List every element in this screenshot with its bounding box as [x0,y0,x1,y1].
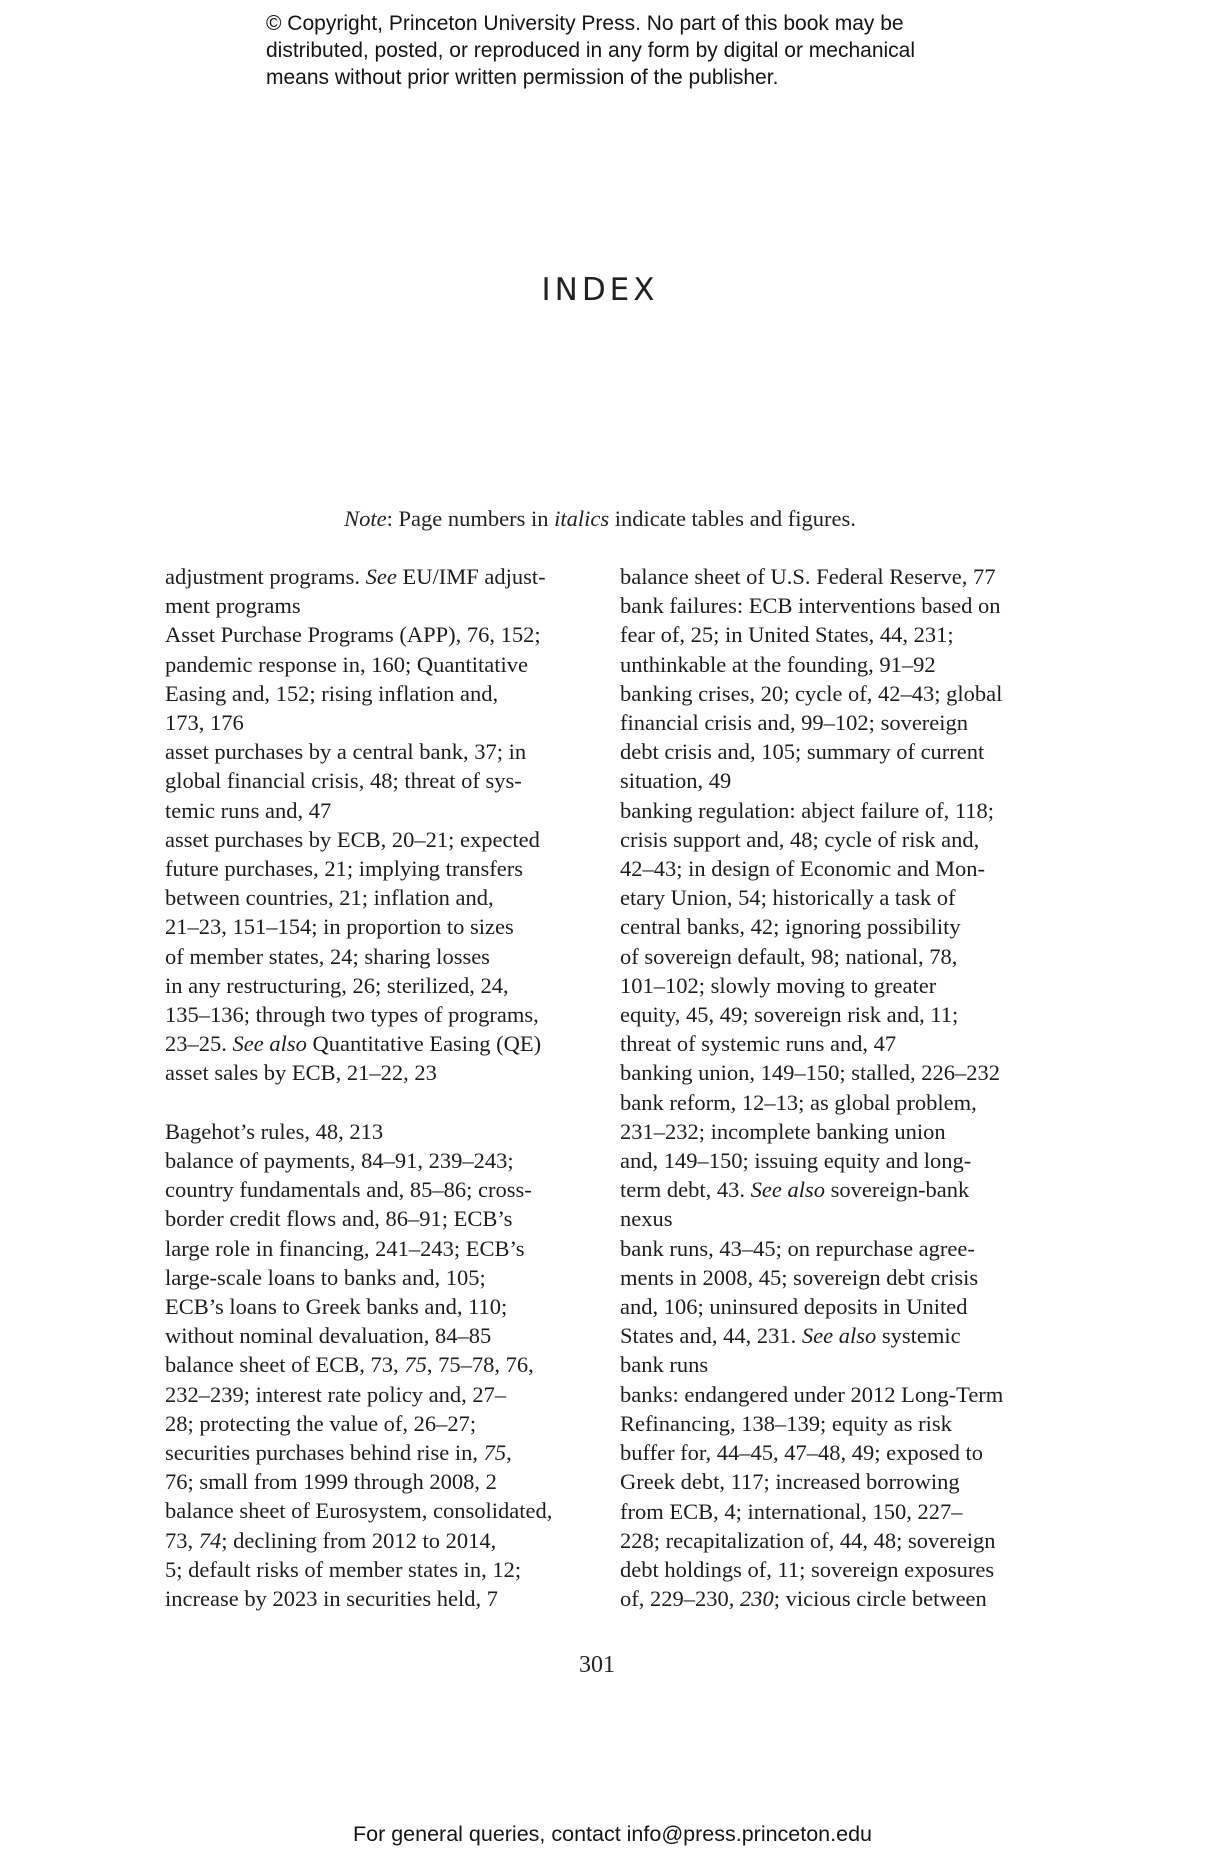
index-entry-line [620,883,1060,912]
index-text: equity, 45, 49; sovereign risk and, 11; [620,1002,959,1028]
index-entry-line [165,1263,605,1292]
index-entry-line [620,1526,1060,1555]
index-text: bank reform, 12–13; as global problem, [620,1089,977,1115]
index-entry [165,562,605,620]
index-text: , 75–78, 76, [426,1352,534,1378]
index-text: sovereign-bank [824,1177,970,1203]
index-text: bank runs [620,1352,709,1378]
index-text: 28; protecting the value of, 26–27; [165,1410,477,1436]
index-text: balance sheet of U.S. Federal Reserve, 77 [620,564,996,589]
index-text: banking regulation: abject failure of, 118; [620,797,995,823]
index-entry-line [165,1496,605,1525]
index-text: Quantitative Easing (QE) [306,1031,542,1057]
index-entry-line [620,650,1060,679]
index-text: Easing and, 152; rising inflation and, [165,680,499,706]
index-entry-line [165,1584,605,1613]
index-text: 101–102; slowly moving to greater [620,972,937,998]
index-entry-line [620,766,1060,795]
index-text: , [506,1440,512,1466]
index-text: balance sheet of Eurosystem, consolidated, [165,1498,553,1524]
index-text: ment programs [165,593,301,619]
index-entry [620,796,1060,1059]
index-text: banking crises, 20; cycle of, 42–43; global [620,680,1003,706]
index-text: 135–136; through two types of programs, [165,1002,539,1028]
index-text: 76; small from 1999 through 2008, 2 [165,1469,497,1495]
index-entry-line [165,562,605,591]
index-entry [165,1350,605,1496]
index-entry-line [620,1000,1060,1029]
index-text: ; vicious circle between [773,1586,987,1612]
index-italic-text: 75 [483,1440,507,1466]
page-number: 301 [579,1652,615,1678]
index-entry-line [620,1555,1060,1584]
index-text: increase by 2023 in securities held, 7 [165,1586,499,1612]
index-text: large-scale loans to banks and, 105; [165,1264,486,1290]
index-text: Greek debt, 117; increased borrowing [620,1469,960,1495]
index-text: and, 149–150; issuing equity and long- [620,1148,972,1174]
index-text: Bagehot’s rules, 48, 213 [165,1118,384,1144]
index-text: debt crisis and, 105; summary of current [620,739,985,765]
index-text: crisis support and, 48; cycle of risk and, [620,826,980,852]
index-entry-line [165,971,605,1000]
note-text: indicate tables and figures. [609,506,856,531]
index-text: securities purchases behind rise in, [165,1440,484,1466]
index-entry-line [165,1175,605,1204]
index-text: nexus [620,1206,673,1232]
index-entry-line [165,591,605,620]
index-note [0,506,1200,532]
index-text: balance of payments, 84–91, 239–243; [165,1148,514,1174]
index-entry-line [165,1555,605,1584]
index-entry-line [620,1204,1060,1233]
index-entry-line [620,620,1060,649]
index-entry-line [620,1584,1060,1613]
index-text: large role in financing, 241–243; ECB’s [165,1235,525,1261]
index-entry [165,1058,605,1087]
index-entry-line [165,1321,605,1350]
copyright-line: distributed, posted, or reproduced in any form by digital or mechanical [266,39,916,62]
index-entry-line [620,708,1060,737]
index-text: 232–239; interest rate policy and, 27– [165,1381,507,1407]
index-entry-line [620,1234,1060,1263]
index-entry-line [165,1000,605,1029]
index-entry-line [620,562,1060,591]
index-entry-line [165,1467,605,1496]
index-text: buffer for, 44–45, 47–48, 49; exposed to [620,1440,983,1466]
index-text: financial crisis and, 99–102; sovereign [620,710,969,736]
index-entry-line [165,1409,605,1438]
index-entry-line [165,1234,605,1263]
index-text: border credit flows and, 86–91; ECB’s [165,1206,513,1232]
index-entry-line [620,1088,1060,1117]
index-entry-line [620,1380,1060,1409]
index-text: bank runs, 43–45; on repurchase agree- [620,1235,975,1261]
index-entry [620,679,1060,796]
index-entry [165,1496,605,1613]
index-text: between countries, 21; inflation and, [165,885,494,911]
index-text: in any restructuring, 26; sterilized, 24, [165,972,509,998]
index-entry-line [620,796,1060,825]
index-italic-text: 230 [740,1586,774,1612]
index-entry-line [165,737,605,766]
copyright-line: © Copyright, Princeton University Press. No part of this book may be [266,12,904,35]
index-entry [165,1146,605,1350]
index-text: pandemic response in, 160; Quantitative [165,651,529,677]
index-entry-line [620,854,1060,883]
index-entry-line [620,1467,1060,1496]
footer-contact: For general queries, contact info@press.princeton.edu [352,1822,872,1846]
page-title: INDEX [541,271,659,308]
index-entry-line [620,942,1060,971]
index-text: of sovereign default, 98; national, 78, [620,943,958,969]
index-text: asset purchases by ECB, 20–21; expected [165,826,540,852]
index-entry-line [165,679,605,708]
index-entry-line [165,942,605,971]
index-text: 231–232; incomplete banking union [620,1118,946,1144]
index-text: adjustment programs. [165,564,366,589]
index-text: States and, 44, 231. [620,1323,802,1349]
index-text: from ECB, 4; international, 150, 227– [620,1498,963,1524]
index-entry-line [165,1029,605,1058]
index-text: banking union, 149–150; stalled, 226–232 [620,1060,1000,1086]
index-entry-line [165,1526,605,1555]
index-entry-line [165,1204,605,1233]
index-entry-line [620,1497,1060,1526]
index-text: temic runs and, 47 [165,797,332,823]
index-text: EU/IMF adjust- [396,564,546,589]
index-entry [620,591,1060,679]
index-text: central banks, 42; ignoring possibility [620,914,961,940]
index-entry-line [620,737,1060,766]
index-entry-line [165,1350,605,1379]
index-entry-line [620,1058,1060,1087]
index-entry-line [165,620,605,649]
note-label: Note [344,506,387,531]
index-text: etary Union, 54; historically a task of [620,885,956,911]
index-text: 23–25. [165,1031,233,1057]
index-text: ments in 2008, 45; sovereign debt crisis [620,1264,979,1290]
index-entry [165,1117,605,1146]
index-italic-text: 75 [404,1352,427,1378]
index-entry-line [165,1380,605,1409]
index-entry [620,1088,1060,1234]
index-entry-line [620,1321,1060,1350]
index-entry-line [620,1175,1060,1204]
index-text: asset sales by ECB, 21–22, 23 [165,1060,437,1086]
index-entry-line [165,708,605,737]
index-entry-line [165,766,605,795]
index-entry [620,562,1060,591]
index-entry-line [165,1117,605,1146]
index-text: fear of, 25; in United States, 44, 231; [620,622,954,648]
index-column-left [165,562,605,1613]
index-text: situation, 49 [620,768,732,794]
index-entry-line [620,1263,1060,1292]
index-entry-line [165,1438,605,1467]
index-entry [165,737,605,825]
index-entry [620,1058,1060,1087]
index-text: 42–43; in design of Economic and Mon- [620,856,985,882]
index-text: global financial crisis, 48; threat of sys- [165,768,522,794]
index-entry [620,1380,1060,1614]
index-entry-line [620,971,1060,1000]
index-text: future purchases, 21; implying transfers [165,856,524,882]
index-italic-text: See also [232,1031,307,1057]
index-italic-text: See also [750,1177,825,1203]
index-entry-line [620,825,1060,854]
index-text: and, 106; uninsured deposits in United [620,1294,968,1320]
index-entry-line [165,650,605,679]
index-entry [620,1234,1060,1380]
index-entry-line [620,1029,1060,1058]
index-entry-line [165,825,605,854]
index-text: country fundamentals and, 85–86; cross- [165,1177,532,1203]
index-entry [165,620,605,737]
index-entry-line [620,1409,1060,1438]
index-text: 21–23, 151–154; in proportion to sizes [165,914,514,940]
copyright-line: means without prior written permission of the publisher. [266,66,779,89]
index-italic-text: 74 [198,1527,222,1553]
index-text: term debt, 43. [620,1177,751,1203]
index-entry-line [165,1146,605,1175]
index-entry-line [620,1117,1060,1146]
index-entry-line [620,1146,1060,1175]
index-text: of, 229–230, [620,1586,740,1612]
index-entry-line [165,883,605,912]
index-italic-text: See [365,564,397,589]
index-entry-line [620,912,1060,941]
index-text: 73, [165,1527,199,1553]
note-text: : Page numbers in [386,506,555,531]
index-text: Refinancing, 138–139; equity as risk [620,1410,952,1436]
index-entry-line [620,1350,1060,1379]
index-entry-line [165,1292,605,1321]
index-text: unthinkable at the founding, 91–92 [620,651,936,677]
index-text: 173, 176 [165,710,244,736]
copyright-notice [266,10,1026,91]
index-text: threat of systemic runs and, 47 [620,1031,897,1057]
index-entry-line [165,796,605,825]
index-text: of member states, 24; sharing losses [165,943,490,969]
index-text: banks: endangered under 2012 Long-Term [620,1381,1004,1407]
index-text: asset purchases by a central bank, 37; in [165,739,527,765]
index-text: 5; default risks of member states in, 12; [165,1556,522,1582]
index-text: debt holdings of, 11; sovereign exposures [620,1556,995,1582]
index-text: ECB’s loans to Greek banks and, 110; [165,1294,508,1320]
index-italic-text: See also [801,1323,877,1349]
index-entry-line [620,1438,1060,1467]
index-entry [165,825,605,1059]
index-text: systemic [876,1323,961,1349]
index-text: ; declining from 2012 to 2014, [221,1527,497,1553]
note-italic-word: italics [554,506,610,531]
index-text: bank failures: ECB interventions based on [620,593,1001,619]
index-entry-line [620,1292,1060,1321]
index-entry-line [165,912,605,941]
index-text: 228; recapitalization of, 44, 48; sovereign [620,1527,996,1553]
index-column-right [620,562,1060,1613]
index-text: without nominal devaluation, 84–85 [165,1323,492,1349]
index-entry-line [165,1058,605,1087]
index-text: Asset Purchase Programs (APP), 76, 152; [165,622,541,648]
index-entry-line [620,679,1060,708]
index-entry-line [165,854,605,883]
index-text: balance sheet of ECB, 73, [165,1352,405,1378]
index-entry-line [620,591,1060,620]
